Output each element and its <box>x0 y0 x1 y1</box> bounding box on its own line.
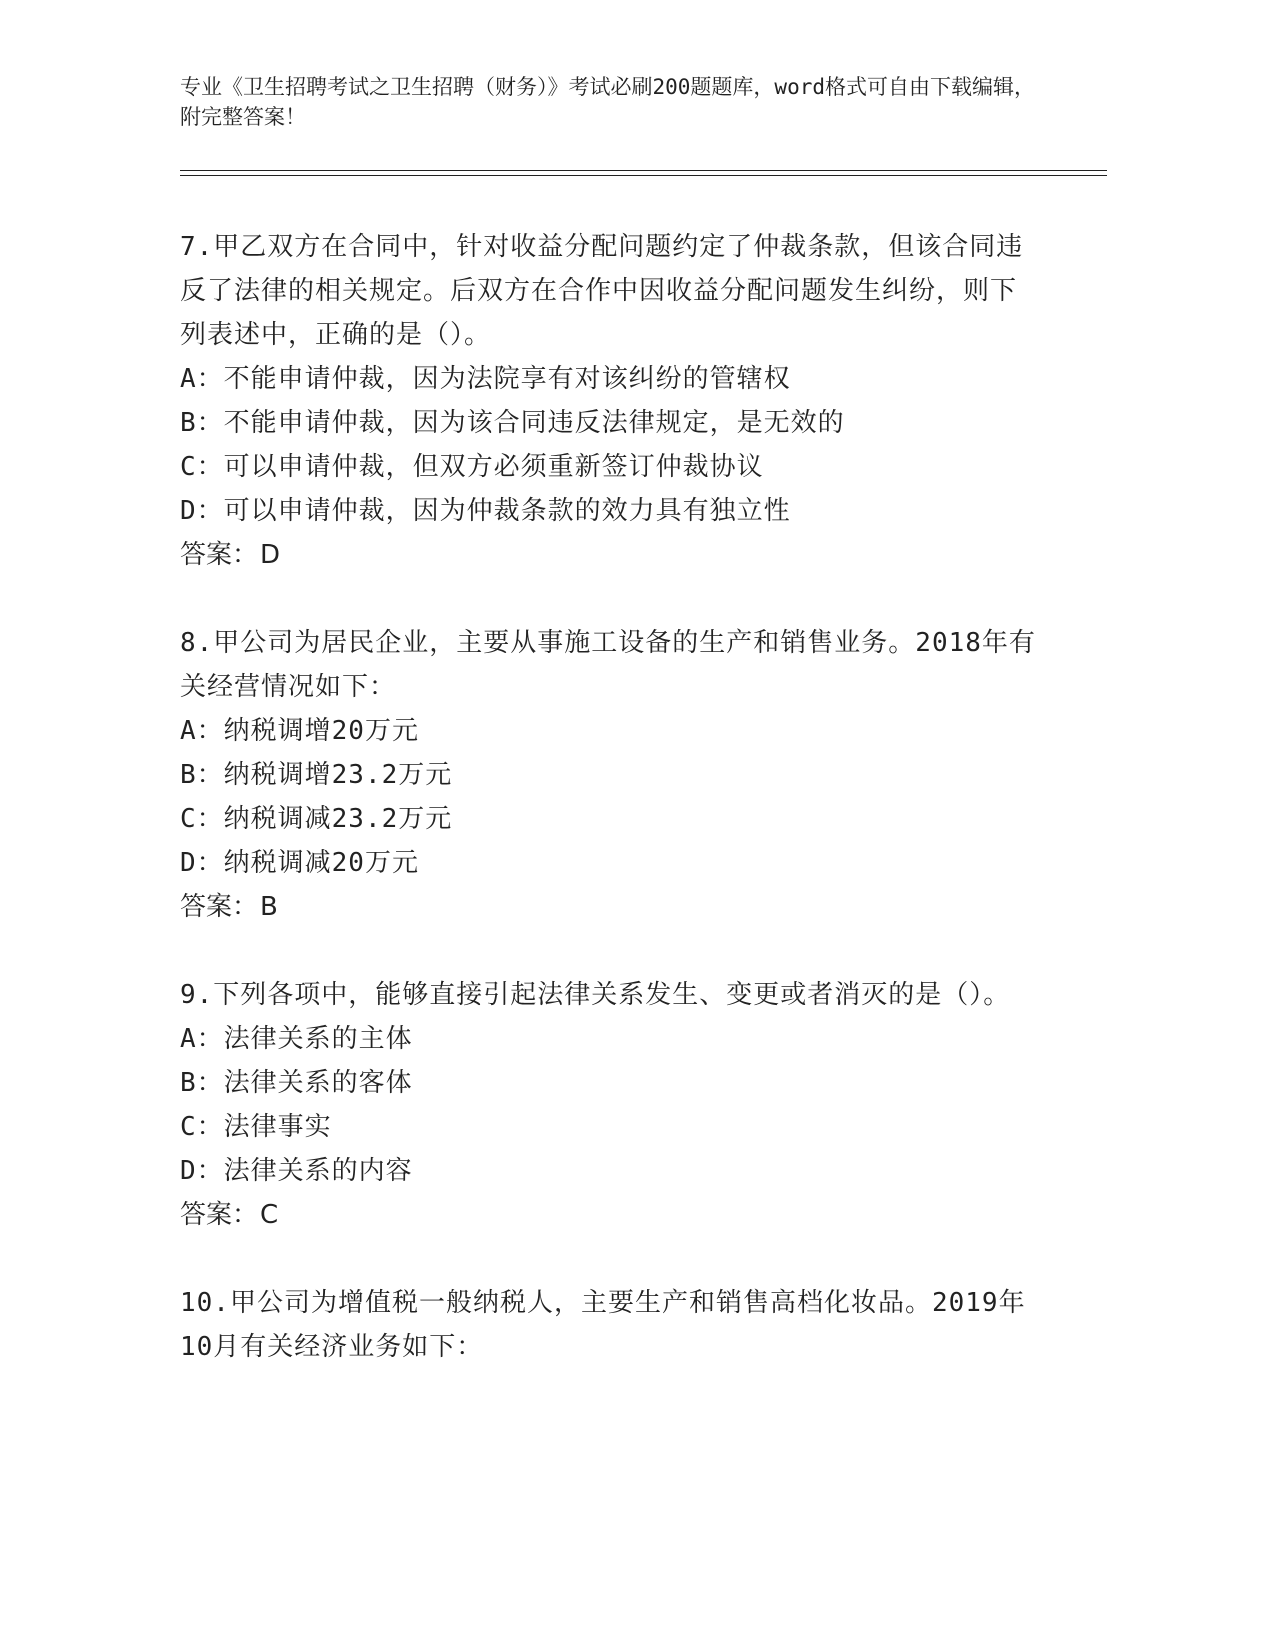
option-b: B：不能申请仲裁，因为该合同违反法律规定，是无效的 <box>180 408 845 438</box>
question-10 <box>180 1281 1040 1369</box>
header-divider-top <box>180 170 1107 171</box>
option-a: A：不能申请仲裁，因为法院享有对该纠纷的管辖权 <box>180 364 791 394</box>
answer-label: 答案： <box>180 892 259 922</box>
question-9 <box>180 973 1040 1237</box>
option-d: D：可以申请仲裁，因为仲裁条款的效力具有独立性 <box>180 496 791 526</box>
question-text: 8.甲公司为居民企业，主要从事施工设备的生产和销售业务。2018年有关经营情况如下： <box>180 628 1036 702</box>
document-header: 专业《卫生招聘考试之卫生招聘（财务）》考试必刷200题题库，word格式可自由下载编辑，附完整答案！ <box>180 75 1035 129</box>
option-d: D：纳税调减20万元 <box>180 848 419 878</box>
option-b: B：法律关系的客体 <box>180 1068 413 1098</box>
answer-label: 答案： <box>180 1200 259 1230</box>
answer-line <box>180 533 1040 577</box>
option-a: A：法律关系的主体 <box>180 1024 413 1054</box>
option-b: B：纳税调增23.2万元 <box>180 760 453 790</box>
answer-line <box>180 1193 1040 1237</box>
answer-label: 答案： <box>180 540 259 570</box>
question-list <box>180 225 1040 1413</box>
option-d: D：法律关系的内容 <box>180 1156 413 1186</box>
question-text: 7.甲乙双方在合同中，针对收益分配问题约定了仲裁条款，但该合同违反了法律的相关规定。后双方在合作中因收益分配问题发生纠纷，则下列表述中，正确的是（）。 <box>180 232 1024 350</box>
option-c: C：可以申请仲裁，但双方必须重新签订仲裁协议 <box>180 452 764 482</box>
answer-value: D <box>260 540 281 570</box>
option-a: A：纳税调增20万元 <box>180 716 419 746</box>
question-text: 10.甲公司为增值税一般纳税人，主要生产和销售高档化妆品。2019年10月有关经济业务如下： <box>180 1288 1026 1362</box>
answer-value: C <box>260 1200 279 1230</box>
option-c: C：法律事实 <box>180 1112 332 1142</box>
answer-line <box>180 885 1040 929</box>
header-divider-bottom <box>180 175 1107 176</box>
question-7 <box>180 225 1040 577</box>
question-text: 9.下列各项中，能够直接引起法律关系发生、变更或者消灭的是（）。 <box>180 980 1011 1010</box>
answer-value: B <box>260 892 278 922</box>
question-8 <box>180 621 1040 929</box>
option-c: C：纳税调减23.2万元 <box>180 804 453 834</box>
